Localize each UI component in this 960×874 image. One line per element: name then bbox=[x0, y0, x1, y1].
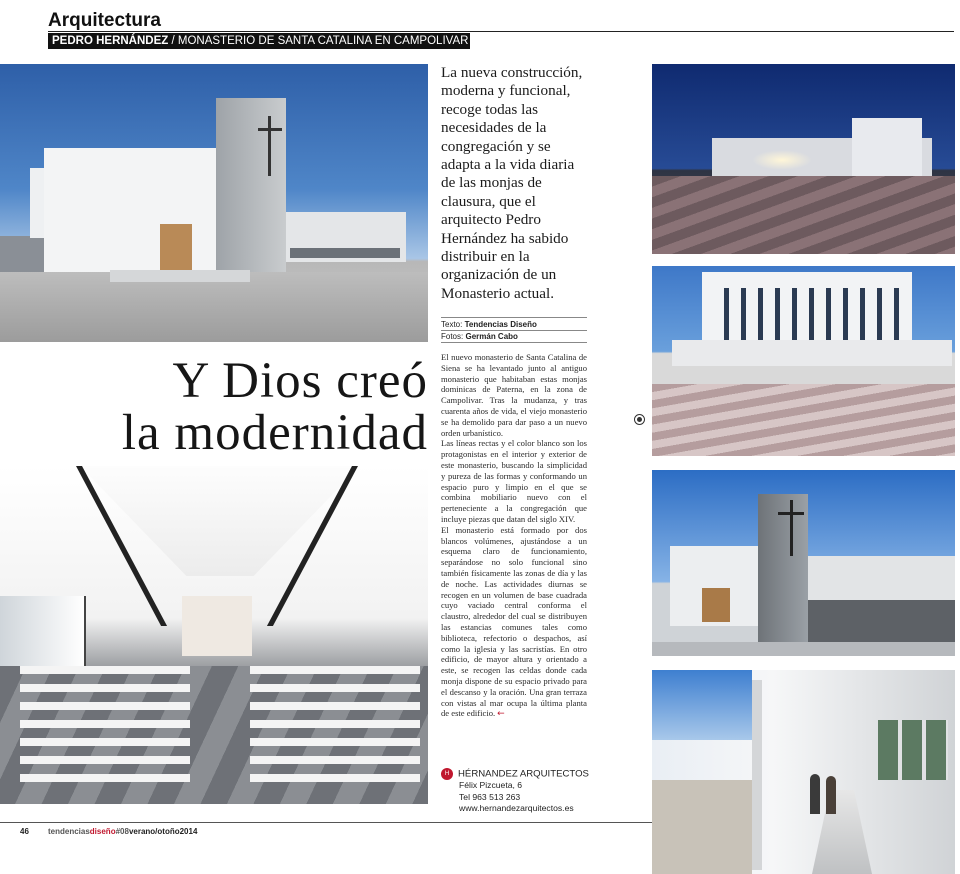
night-view-photo bbox=[652, 64, 955, 254]
footer-rule bbox=[0, 822, 652, 823]
studio-website: www.hernandezarquitectos.es bbox=[459, 803, 574, 814]
credit-rule-middle bbox=[441, 330, 587, 331]
bell-tower-photo bbox=[652, 470, 955, 656]
architect-name: PEDRO HERNÁNDEZ bbox=[52, 35, 169, 47]
text-credit bbox=[441, 320, 537, 329]
cloister-corridor-photo bbox=[652, 670, 955, 874]
studio-address: Félix Pizcueta, 6 bbox=[459, 780, 523, 790]
studio-logo-icon: H bbox=[441, 768, 453, 780]
headline-line-2: la modernidad bbox=[121, 405, 428, 461]
credit-rule-bottom bbox=[441, 342, 587, 343]
body-text bbox=[441, 352, 587, 720]
footer-brand-b: diseño bbox=[89, 827, 116, 836]
byline-separator: / bbox=[168, 35, 178, 47]
footer-season: verano/otoño2014 bbox=[128, 827, 198, 836]
headline-line-1: Y Dios creó bbox=[172, 353, 428, 409]
project-name: MONASTERIO DE SANTA CATALINA EN CAMPOLIVAR bbox=[177, 35, 469, 47]
studio-phone: Tel 963 513 263 bbox=[459, 791, 521, 802]
body-paragraph-1: El nuevo monasterio de Santa Catalina de Siena se ha levantado junto al antiguo monasterio que habitaban estas monjas dominicas de Paterna, en la zona de Campolivar. Tras la mudanza, y tras cuarenta años de vida, el viejo monasterio se ha demolido para dar paso a un nuevo orden urbanístico. bbox=[441, 352, 587, 438]
text-credit-label: Texto: bbox=[441, 320, 463, 329]
byline-bar bbox=[48, 33, 470, 49]
end-of-article-icon: ← bbox=[497, 709, 505, 720]
footer-issue: #08 bbox=[115, 827, 129, 836]
photo-credit bbox=[441, 332, 518, 341]
footer-brand-a: tendencias bbox=[48, 827, 90, 836]
text-credit-author: Tendencias Diseño bbox=[464, 320, 537, 329]
body-paragraph-3 bbox=[441, 525, 587, 720]
credit-rule-top bbox=[441, 317, 587, 318]
header-rule bbox=[48, 31, 954, 32]
monastery-exterior-photo bbox=[0, 64, 428, 342]
photo-credit-author: Germán Cabo bbox=[465, 332, 518, 341]
magazine-footer bbox=[48, 827, 197, 836]
residence-facade-photo bbox=[652, 266, 955, 456]
body-paragraph-3-text: El monasterio está formado por dos blancos volúmenes, ajustándose a un esquema claro de funcionamiento, separándose no solo funcional sino también físicamente las zonas de día y las de noche. Las actividades diurnas se recogen en un volumen de base cuadrada cuyo vaciado central conforma el claustro, alrededor del cual se distribuyen las estancias comunes tales como biblioteca, refectorio o despachos, así como la iglesia y las sacristías. En otro edificio, de mayor altura y orientado a este, se recogen las celdas donde cada monja dispone de su espacio privado para el descanso y la oración. Una gran terraza con vistas al mar ocupa la última planta de este edificio. bbox=[441, 524, 587, 719]
church-interior-photo bbox=[0, 466, 428, 804]
studio-name: HÉRNANDEZ ARQUITECTOS bbox=[458, 768, 589, 780]
section-title: Arquitectura bbox=[48, 10, 161, 31]
body-paragraph-2: Las líneas rectas y el color blanco son los protagonistas en el interior y exterior de este monasterio, buscando la simplicidad y pureza de las formas y conformando un espacio puro y limpio en el que se combina mobiliario nuevo con el perteneciente a la congregación que incluye piezas que datan del siglo XIV. bbox=[441, 438, 587, 524]
architect-contact bbox=[441, 768, 591, 815]
lead-paragraph: La nueva construcción, moderna y funcional, recoge todas las necesidades de la congregación y se adapta a la vida diaria de las monjas de clausura, que el arquitecto Pedro Hernández ha sabido distribuir en la organización de un Monasterio actual. bbox=[441, 64, 583, 302]
page-number: 46 bbox=[20, 827, 29, 836]
registration-mark-icon bbox=[634, 414, 645, 425]
photo-credit-label: Fotos: bbox=[441, 332, 464, 341]
